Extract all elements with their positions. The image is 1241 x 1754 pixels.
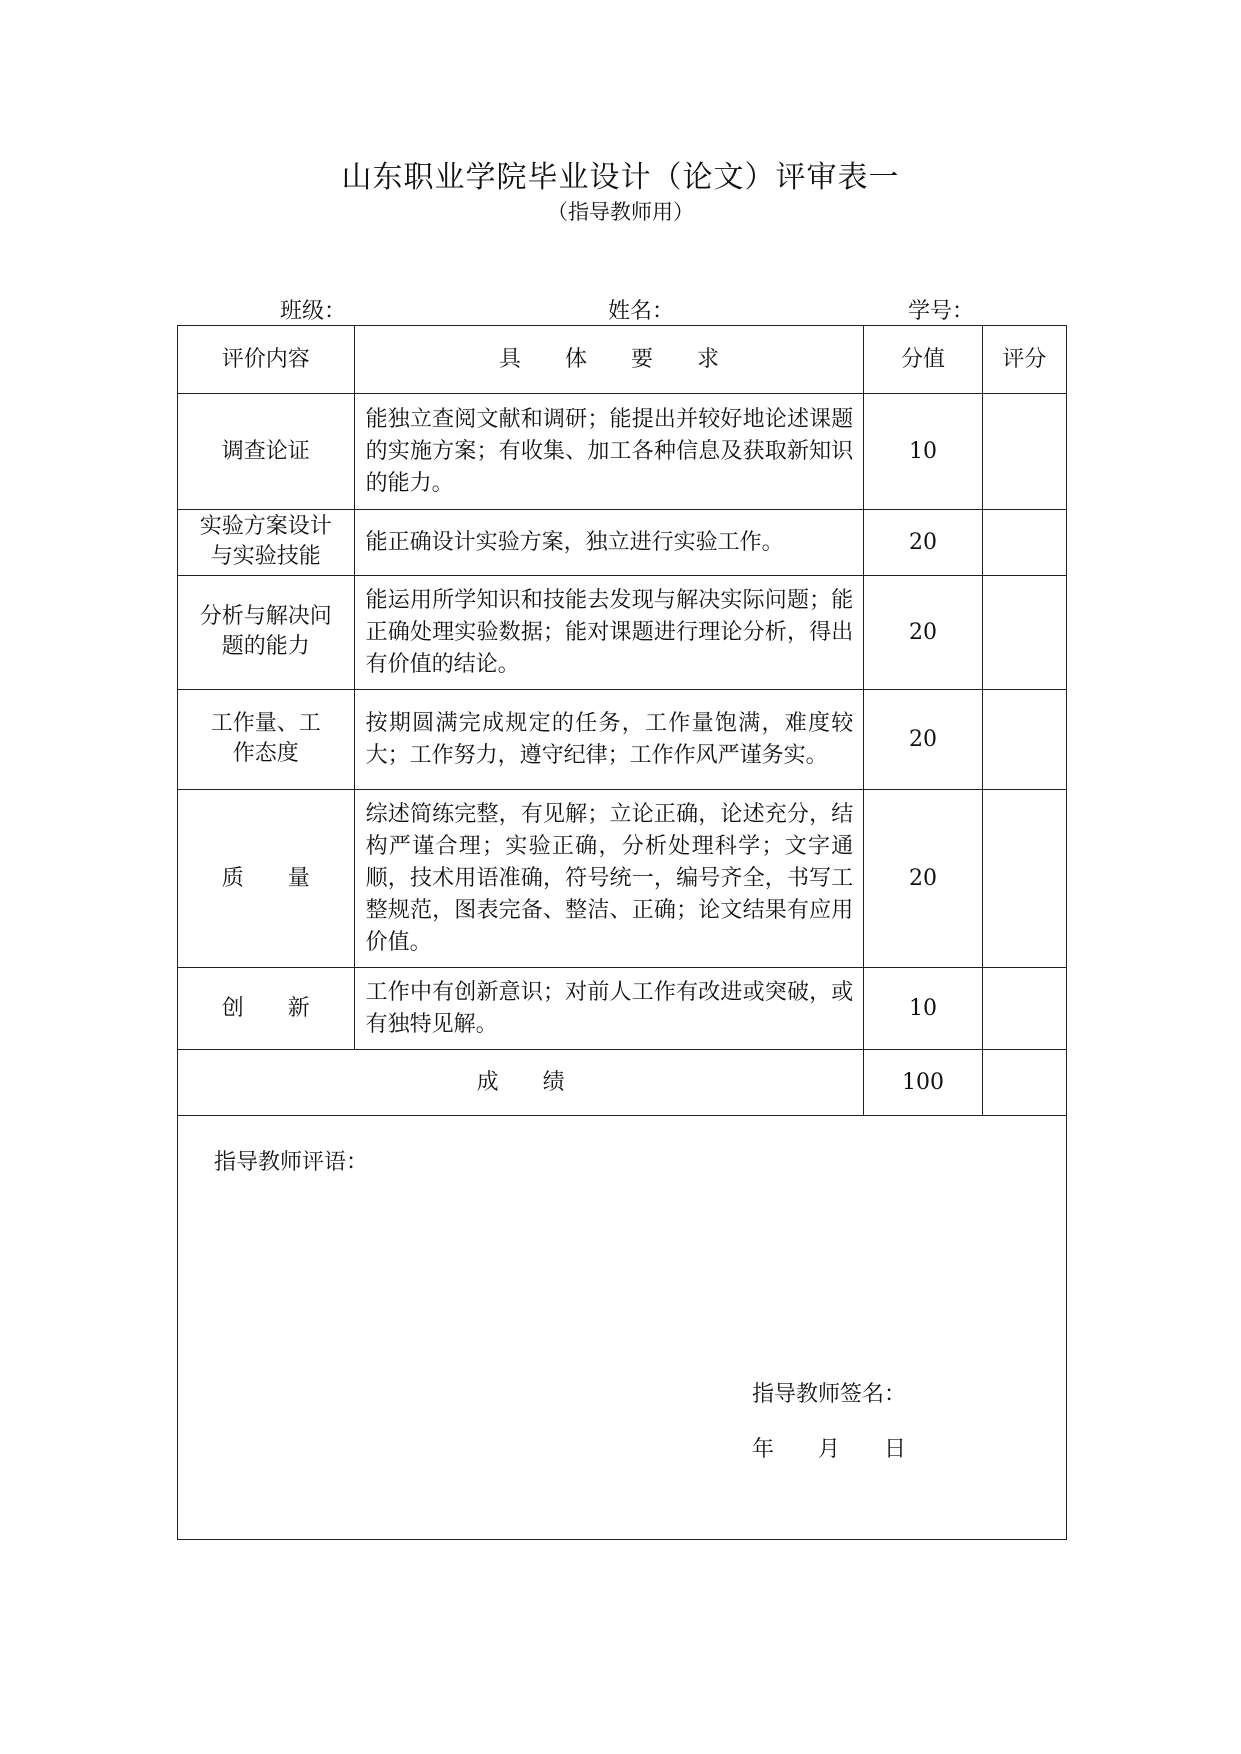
total-grade-input-cell[interactable]: [982, 1050, 1066, 1116]
score-cell: 10: [864, 394, 982, 510]
requirement-cell: 综述简练完整，有见解；立论正确，论述充分，结构严谨合理；实验正确，分析处理科学；文字通顺，技术用语准确，符号统一，编号齐全，书写工整规范，图表完备、整洁、正确；论文结果有应用价值。: [354, 790, 864, 968]
requirement-cell: 按期圆满完成规定的任务，工作量饱满，难度较大；工作努力，遵守纪律；工作作风严谨务实。: [354, 690, 864, 790]
grade-input-cell[interactable]: [982, 968, 1066, 1050]
score-cell: 20: [864, 510, 982, 576]
item-cell: [178, 576, 355, 690]
header-requirements: 具 体 要 求: [354, 326, 864, 394]
requirement-cell: 工作中有创新意识；对前人工作有改进或突破，或有独特见解。: [354, 968, 864, 1050]
signature-date: 年 月 日: [752, 1437, 907, 1462]
total-row: [178, 1050, 1067, 1116]
item-label: 实验方案设计与实验技能: [199, 514, 332, 569]
class-label: 班级：: [280, 299, 347, 324]
grade-input-cell[interactable]: [982, 394, 1066, 510]
comments-row: [178, 1116, 1067, 1540]
requirement-cell: 能独立查阅文献和调研；能提出并较好地论述课题的实施方案；有收集、加工各种信息及获取新知识的能力。: [354, 394, 864, 510]
score-cell: 20: [864, 576, 982, 690]
form-subtitle: （指导教师用）: [547, 200, 694, 224]
header-evaluation-item: 评价内容: [178, 326, 355, 394]
comments-area[interactable]: [178, 1116, 1067, 1540]
grade-input-cell[interactable]: [982, 576, 1066, 690]
item-cell: [178, 690, 355, 790]
item-label: 创 新: [178, 968, 355, 1050]
table-row: [178, 576, 1067, 690]
total-label: 成 绩: [178, 1050, 864, 1116]
student-id-label: 学号：: [908, 299, 975, 324]
item-label: 质 量: [178, 790, 355, 968]
advisor-signature-label: 指导教师签名：: [752, 1382, 907, 1407]
header-grade: 评分: [982, 326, 1066, 394]
item-label: 调查论证: [221, 438, 310, 464]
total-score: 100: [864, 1050, 982, 1116]
requirement-cell: 能正确设计实验方案，独立进行实验工作。: [354, 510, 864, 576]
form-title: 山东职业学院毕业设计（论文）评审表一: [341, 160, 900, 195]
item-cell: [178, 510, 355, 576]
table-row: [178, 510, 1067, 576]
table-row: [178, 690, 1067, 790]
table-row: [178, 968, 1067, 1050]
grade-input-cell[interactable]: [982, 790, 1066, 968]
evaluation-table: [177, 325, 1067, 1540]
item-label: 分析与解决问题的能力: [199, 604, 332, 659]
score-cell: 10: [864, 968, 982, 1050]
score-cell: 20: [864, 690, 982, 790]
advisor-comment-label: 指导教师评语：: [214, 1150, 369, 1175]
table-row: [178, 394, 1067, 510]
grade-input-cell[interactable]: [982, 690, 1066, 790]
requirement-cell: 能运用所学知识和技能去发现与解决实际问题；能正确处理实验数据；能对课题进行理论分析，得出有价值的结论。: [354, 576, 864, 690]
header-score: 分值: [864, 326, 982, 394]
name-label: 姓名：: [608, 299, 675, 324]
grade-input-cell[interactable]: [982, 510, 1066, 576]
score-cell: 20: [864, 790, 982, 968]
table-row: [178, 790, 1067, 968]
item-cell: [178, 394, 355, 510]
item-label: 工作量、工作态度: [210, 711, 321, 766]
table-header-row: [178, 326, 1067, 394]
